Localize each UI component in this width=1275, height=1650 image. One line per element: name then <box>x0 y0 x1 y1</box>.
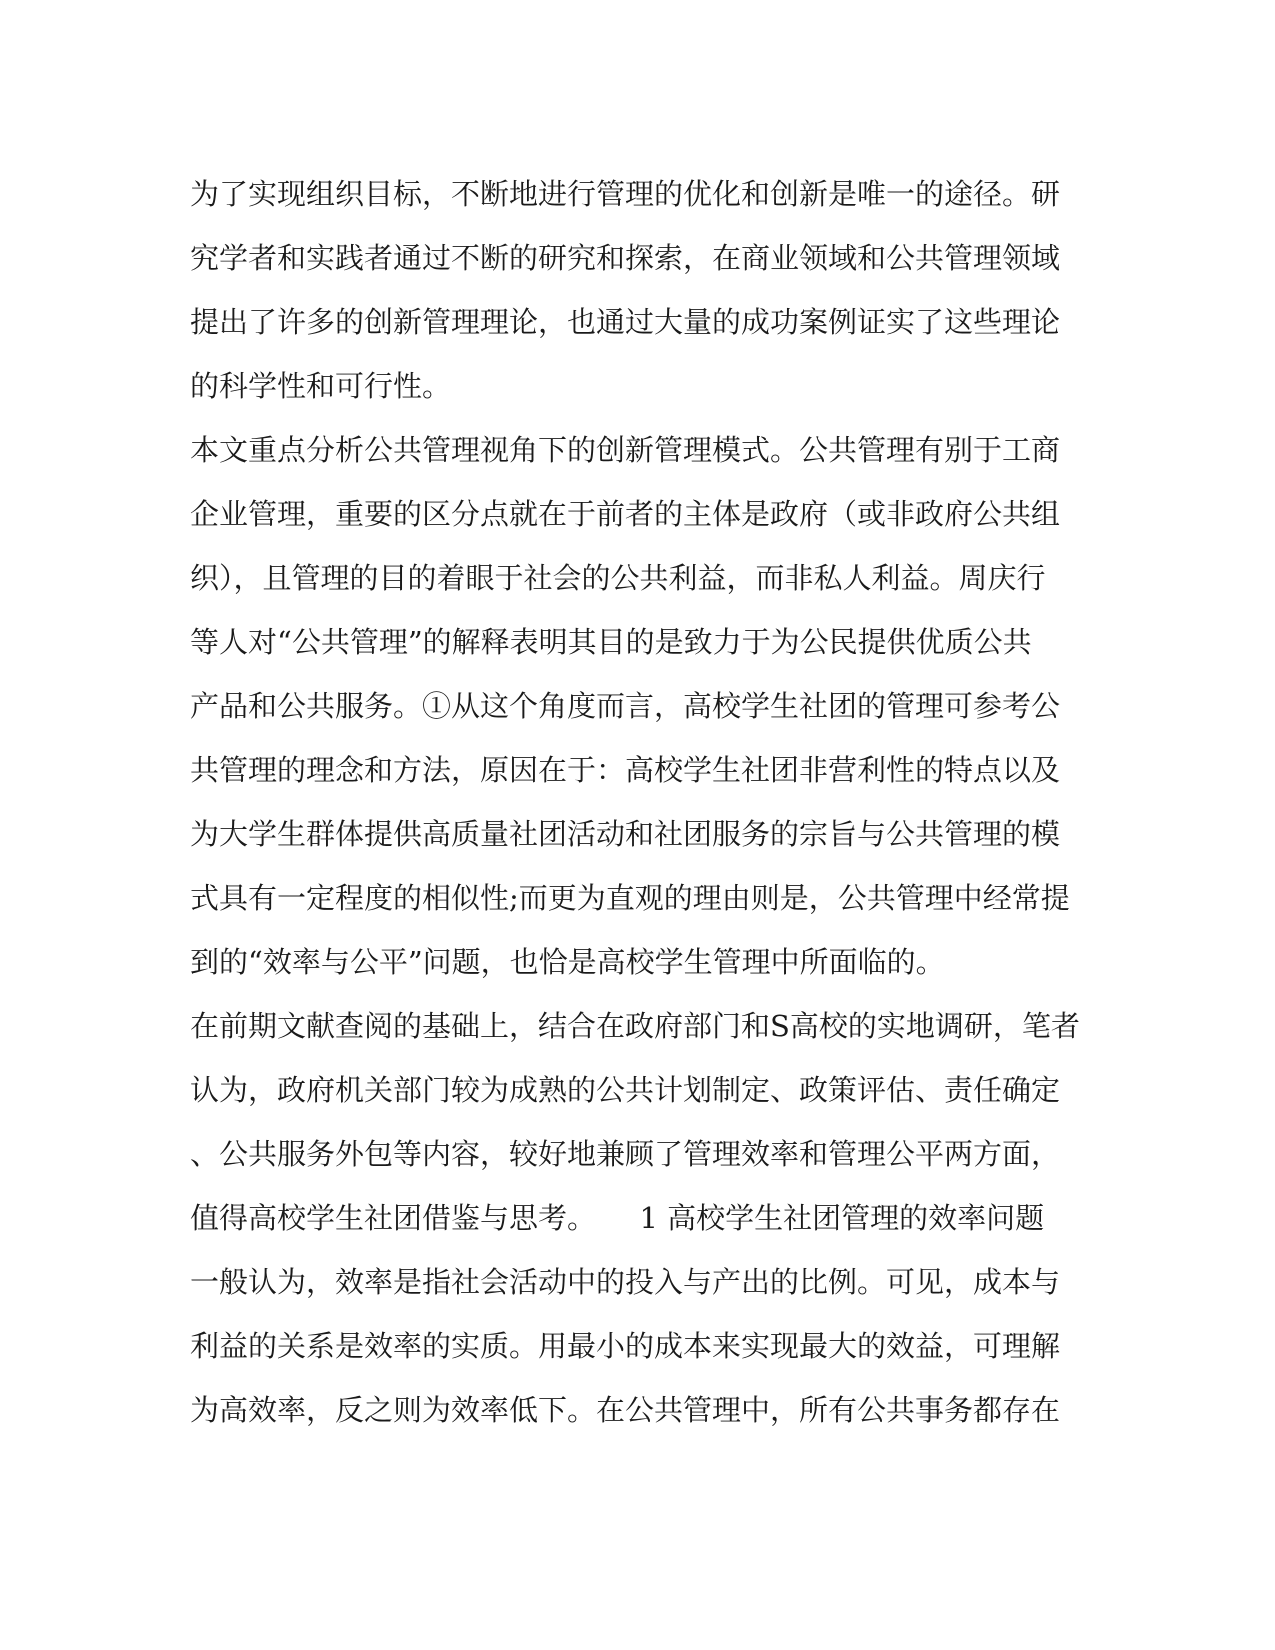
text-line: 为大学生群体提供高质量社团活动和社团服务的宗旨与公共管理的模 <box>190 817 1061 851</box>
text-line: 提出了许多的创新管理理论，也通过大量的成功案例证实了这些理论 <box>190 305 1061 339</box>
text-line: 一般认为，效率是指社会活动中的投入与产出的比例。可见，成本与 <box>190 1265 1061 1299</box>
text-line: 等人对“公共管理”的解释表明其目的是致力于为公民提供优质公共 <box>190 625 1032 659</box>
text-line: 的科学性和可行性。 <box>190 369 452 403</box>
text-line: 共管理的理念和方法，原因在于：高校学生社团非营利性的特点以及 <box>190 753 1061 787</box>
text-line: 企业管理，重要的区分点就在于前者的主体是政府（或非政府公共组 <box>190 497 1061 531</box>
text-line: 在前期文献查阅的基础上，结合在政府部门和S高校的实地调研，笔者 <box>190 1009 1080 1043</box>
text-line: 值得高校学生社团借鉴与思考。 1 高校学生社团管理的效率问题 <box>190 1201 1045 1235</box>
body-text <box>190 162 1090 1442</box>
text-line: 利益的关系是效率的实质。用最小的成本来实现最大的效益，可理解 <box>190 1329 1061 1363</box>
text-line: 为高效率，反之则为效率低下。在公共管理中，所有公共事务都存在 <box>190 1393 1061 1427</box>
text-line: 为了实现组织目标，不断地进行管理的优化和创新是唯一的途径。研 <box>190 177 1061 211</box>
text-line: 认为，政府机关部门较为成熟的公共计划制定、政策评估、责任确定 <box>190 1073 1061 1107</box>
text-line: 究学者和实践者通过不断的研究和探索，在商业领域和公共管理领域 <box>190 241 1061 275</box>
text-line: 本文重点分析公共管理视角下的创新管理模式。公共管理有别于工商 <box>190 433 1061 467</box>
text-line: 产品和公共服务。①从这个角度而言，高校学生社团的管理可参考公 <box>190 689 1061 723</box>
text-line: 式具有一定程度的相似性;而更为直观的理由则是，公共管理中经常提 <box>190 881 1070 915</box>
text-line: 到的“效率与公平”问题，也恰是高校学生管理中所面临的。 <box>190 945 945 979</box>
text-line: 、公共服务外包等内容，较好地兼顾了管理效率和管理公平两方面， <box>190 1137 1061 1171</box>
text-line: 织），且管理的目的着眼于社会的公共利益，而非私人利益。周庆行 <box>190 561 1046 595</box>
